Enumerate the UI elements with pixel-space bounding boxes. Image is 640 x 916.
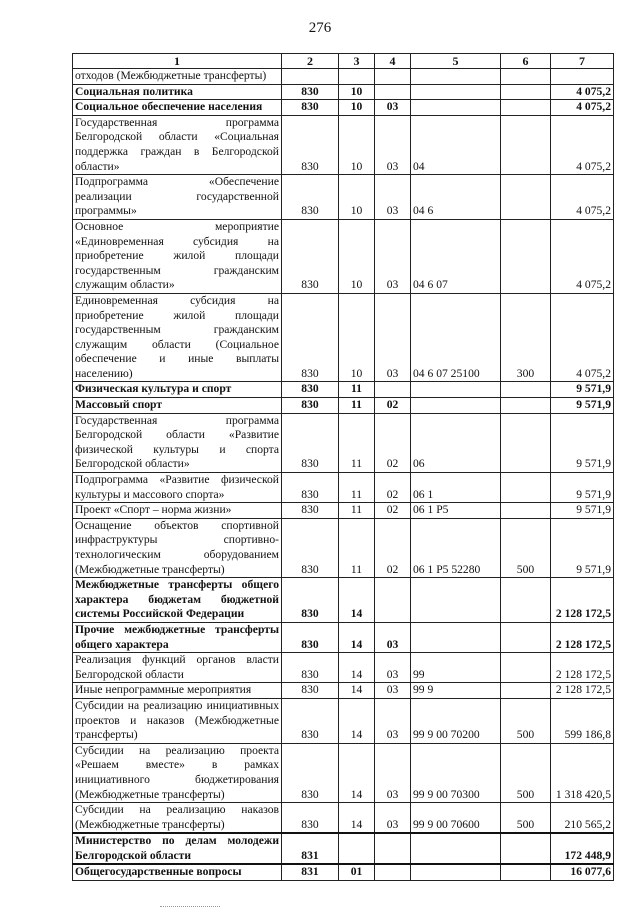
table-row <box>73 518 614 577</box>
row-c6-cell: 300 <box>501 293 551 382</box>
row-name-cell: Иные непрограммные мероприятия <box>73 683 282 699</box>
row-c3-cell: 11 <box>339 503 375 519</box>
row-c4-cell <box>375 69 411 85</box>
row-c6-cell: 500 <box>501 743 551 802</box>
row-c2-cell: 831 <box>282 833 339 864</box>
row-c2-cell: 830 <box>282 115 339 174</box>
row-c7-cell: 2 128 172,5 <box>551 653 614 683</box>
row-c2-cell: 830 <box>282 578 339 623</box>
row-c3-cell: 11 <box>339 382 375 398</box>
row-c4-cell: 02 <box>375 398 411 414</box>
row-c4-cell: 02 <box>375 413 411 472</box>
row-c5-cell <box>411 622 501 652</box>
table-row <box>73 803 614 834</box>
table-row <box>73 413 614 472</box>
table-row <box>73 175 614 220</box>
row-c2-cell: 830 <box>282 219 339 293</box>
row-c3-cell: 10 <box>339 84 375 100</box>
row-c2-cell: 830 <box>282 293 339 382</box>
row-c2-cell: 830 <box>282 413 339 472</box>
row-c6-cell <box>501 653 551 683</box>
row-c5-cell <box>411 382 501 398</box>
row-name-cell: отходов (Межбюджетные трансферты) <box>73 69 282 85</box>
row-name-cell: Общегосударственные вопросы <box>73 864 282 880</box>
row-c3-cell: 14 <box>339 803 375 834</box>
row-c6-cell <box>501 398 551 414</box>
column-header: 6 <box>501 54 551 69</box>
row-c3-cell: 10 <box>339 219 375 293</box>
table-row <box>73 864 614 880</box>
row-c2-cell: 830 <box>282 84 339 100</box>
row-c4-cell: 03 <box>375 653 411 683</box>
row-c7-cell: 4 075,2 <box>551 219 614 293</box>
row-c6-cell: 500 <box>501 518 551 577</box>
row-c4-cell: 02 <box>375 518 411 577</box>
scan-artifact <box>160 906 220 908</box>
column-header: 4 <box>375 54 411 69</box>
row-c5-cell: 99 9 00 70200 <box>411 698 501 743</box>
header-row <box>73 54 614 69</box>
row-c3-cell: 11 <box>339 413 375 472</box>
row-c3-cell: 11 <box>339 473 375 503</box>
row-name-cell: Прочие межбюджетные трансферты общего характера <box>73 622 282 652</box>
row-c5-cell <box>411 100 501 116</box>
row-c5-cell <box>411 398 501 414</box>
row-name-cell: Социальное обеспечение населения <box>73 100 282 116</box>
row-c3-cell: 10 <box>339 293 375 382</box>
row-c2-cell: 830 <box>282 698 339 743</box>
row-c6-cell <box>501 219 551 293</box>
table-row <box>73 503 614 519</box>
table-row <box>73 69 614 85</box>
row-c7-cell: 172 448,9 <box>551 833 614 864</box>
row-c5-cell <box>411 864 501 880</box>
row-c7-cell: 4 075,2 <box>551 115 614 174</box>
row-c6-cell <box>501 413 551 472</box>
row-c3-cell: 14 <box>339 622 375 652</box>
row-c4-cell <box>375 833 411 864</box>
row-c3-cell: 14 <box>339 653 375 683</box>
row-c3-cell: 11 <box>339 398 375 414</box>
row-name-cell: Социальная политика <box>73 84 282 100</box>
row-c6-cell <box>501 84 551 100</box>
row-c6-cell: 500 <box>501 698 551 743</box>
row-name-cell: Оснащение объектов спортивной инфраструктуры спортивно-технологическим оборудованием (Межбюджетные трансферты) <box>73 518 282 577</box>
row-c7-cell: 4 075,2 <box>551 175 614 220</box>
row-c2-cell: 830 <box>282 473 339 503</box>
row-c7-cell: 9 571,9 <box>551 518 614 577</box>
row-c2-cell: 830 <box>282 503 339 519</box>
row-c7-cell: 9 571,9 <box>551 503 614 519</box>
row-c3-cell <box>339 69 375 85</box>
row-c4-cell: 03 <box>375 803 411 834</box>
row-c4-cell: 03 <box>375 100 411 116</box>
row-name-cell: Реализация функций органов власти Белгородской области <box>73 653 282 683</box>
row-c6-cell <box>501 69 551 85</box>
row-c2-cell: 830 <box>282 683 339 699</box>
row-c5-cell: 04 <box>411 115 501 174</box>
table-row <box>73 219 614 293</box>
row-c6-cell <box>501 382 551 398</box>
row-c7-cell: 4 075,2 <box>551 84 614 100</box>
row-c3-cell: 14 <box>339 698 375 743</box>
row-c5-cell <box>411 833 501 864</box>
row-name-cell: Массовый спорт <box>73 398 282 414</box>
row-c6-cell <box>501 833 551 864</box>
row-c4-cell <box>375 382 411 398</box>
table-row <box>73 683 614 699</box>
row-c6-cell <box>501 473 551 503</box>
row-c4-cell: 03 <box>375 115 411 174</box>
row-c3-cell: 10 <box>339 115 375 174</box>
row-c5-cell <box>411 578 501 623</box>
row-c5-cell: 99 9 00 70600 <box>411 803 501 834</box>
row-c2-cell <box>282 69 339 85</box>
row-name-cell: Единовременная субсидия на приобретение жилой площади государственным гражданским служащим области (Социальное обеспечение и иные выплаты населению) <box>73 293 282 382</box>
row-c7-cell: 210 565,2 <box>551 803 614 834</box>
row-name-cell: Государственная программа Белгородской области «Социальная поддержка граждан в Белгородской области» <box>73 115 282 174</box>
row-c2-cell: 830 <box>282 622 339 652</box>
table-row <box>73 382 614 398</box>
row-c5-cell: 99 <box>411 653 501 683</box>
row-c4-cell: 03 <box>375 175 411 220</box>
row-c5-cell: 99 9 <box>411 683 501 699</box>
row-c2-cell: 830 <box>282 100 339 116</box>
row-c7-cell: 2 128 172,5 <box>551 683 614 699</box>
row-name-cell: Подпрограмма «Развитие физической культуры и массового спорта» <box>73 473 282 503</box>
row-c3-cell: 11 <box>339 518 375 577</box>
table-row <box>73 84 614 100</box>
row-c2-cell: 830 <box>282 743 339 802</box>
column-header: 5 <box>411 54 501 69</box>
row-c7-cell: 599 186,8 <box>551 698 614 743</box>
row-name-cell: Основное мероприятие «Единовременная субсидия на приобретение жилой площади государственным гражданским служащим области» <box>73 219 282 293</box>
row-name-cell: Субсидии на реализацию наказов (Межбюджетные трансферты) <box>73 803 282 834</box>
table-row <box>73 398 614 414</box>
table-row <box>73 622 614 652</box>
row-c6-cell <box>501 115 551 174</box>
row-c3-cell: 14 <box>339 743 375 802</box>
row-c5-cell <box>411 84 501 100</box>
row-c7-cell <box>551 69 614 85</box>
row-c5-cell: 04 6 07 25100 <box>411 293 501 382</box>
column-header: 1 <box>73 54 282 69</box>
row-c4-cell: 03 <box>375 698 411 743</box>
budget-table <box>72 53 614 881</box>
row-c6-cell <box>501 683 551 699</box>
table-row <box>73 473 614 503</box>
row-c7-cell: 16 077,6 <box>551 864 614 880</box>
row-name-cell: Субсидии на реализацию проекта «Решаем вместе» в рамках инициативного бюджетирования (Межбюджетные трансферты) <box>73 743 282 802</box>
row-c4-cell: 02 <box>375 503 411 519</box>
row-c5-cell: 04 6 07 <box>411 219 501 293</box>
row-c3-cell: 14 <box>339 683 375 699</box>
table-row <box>73 833 614 864</box>
row-c7-cell: 1 318 420,5 <box>551 743 614 802</box>
row-c4-cell: 03 <box>375 219 411 293</box>
row-c2-cell: 830 <box>282 175 339 220</box>
row-c6-cell <box>501 100 551 116</box>
row-c7-cell: 9 571,9 <box>551 382 614 398</box>
table-row <box>73 578 614 623</box>
table-row <box>73 115 614 174</box>
row-c4-cell: 03 <box>375 683 411 699</box>
table-row <box>73 100 614 116</box>
row-c3-cell: 14 <box>339 578 375 623</box>
row-c2-cell: 830 <box>282 398 339 414</box>
row-c3-cell: 10 <box>339 100 375 116</box>
row-c7-cell: 9 571,9 <box>551 473 614 503</box>
row-c7-cell: 2 128 172,5 <box>551 622 614 652</box>
row-name-cell: Межбюджетные трансферты общего характера бюджетам бюджетной системы Российской Федерации <box>73 578 282 623</box>
row-c3-cell: 10 <box>339 175 375 220</box>
row-c7-cell: 4 075,2 <box>551 293 614 382</box>
row-name-cell: Государственная программа Белгородской области «Развитие физической культуры и спорта Белгородской области» <box>73 413 282 472</box>
row-name-cell: Министерство по делам молодежи Белгородской области <box>73 833 282 864</box>
row-c6-cell <box>501 578 551 623</box>
row-c5-cell: 06 1 <box>411 473 501 503</box>
table-row <box>73 293 614 382</box>
row-c4-cell: 03 <box>375 743 411 802</box>
row-name-cell: Физическая культура и спорт <box>73 382 282 398</box>
row-c5-cell: 99 9 00 70300 <box>411 743 501 802</box>
row-c6-cell <box>501 503 551 519</box>
row-c7-cell: 4 075,2 <box>551 100 614 116</box>
column-header: 3 <box>339 54 375 69</box>
row-c7-cell: 2 128 172,5 <box>551 578 614 623</box>
table-row <box>73 698 614 743</box>
row-name-cell: Субсидии на реализацию инициативных проектов и наказов (Межбюджетные трансферты) <box>73 698 282 743</box>
row-name-cell: Проект «Спорт – норма жизни» <box>73 503 282 519</box>
table-row <box>73 743 614 802</box>
row-c3-cell <box>339 833 375 864</box>
page-number: 276 <box>308 20 332 36</box>
row-c6-cell <box>501 175 551 220</box>
table-row <box>73 653 614 683</box>
row-c4-cell: 02 <box>375 473 411 503</box>
row-c4-cell <box>375 864 411 880</box>
row-c4-cell: 03 <box>375 622 411 652</box>
row-c6-cell: 500 <box>501 803 551 834</box>
row-c5-cell <box>411 69 501 85</box>
row-c2-cell: 831 <box>282 864 339 880</box>
row-c5-cell: 06 1 P5 52280 <box>411 518 501 577</box>
row-c5-cell: 06 <box>411 413 501 472</box>
row-c3-cell: 01 <box>339 864 375 880</box>
row-c5-cell: 04 6 <box>411 175 501 220</box>
row-c2-cell: 830 <box>282 518 339 577</box>
row-c2-cell: 830 <box>282 382 339 398</box>
row-c6-cell <box>501 864 551 880</box>
row-c6-cell <box>501 622 551 652</box>
row-c7-cell: 9 571,9 <box>551 413 614 472</box>
row-c7-cell: 9 571,9 <box>551 398 614 414</box>
row-c4-cell <box>375 84 411 100</box>
row-c2-cell: 830 <box>282 653 339 683</box>
row-c4-cell <box>375 578 411 623</box>
column-header: 2 <box>282 54 339 69</box>
row-c2-cell: 830 <box>282 803 339 834</box>
table-body <box>73 69 614 881</box>
row-c5-cell: 06 1 P5 <box>411 503 501 519</box>
row-c4-cell: 03 <box>375 293 411 382</box>
row-name-cell: Подпрограмма «Обеспечение реализации государственной программы» <box>73 175 282 220</box>
column-header: 7 <box>551 54 614 69</box>
